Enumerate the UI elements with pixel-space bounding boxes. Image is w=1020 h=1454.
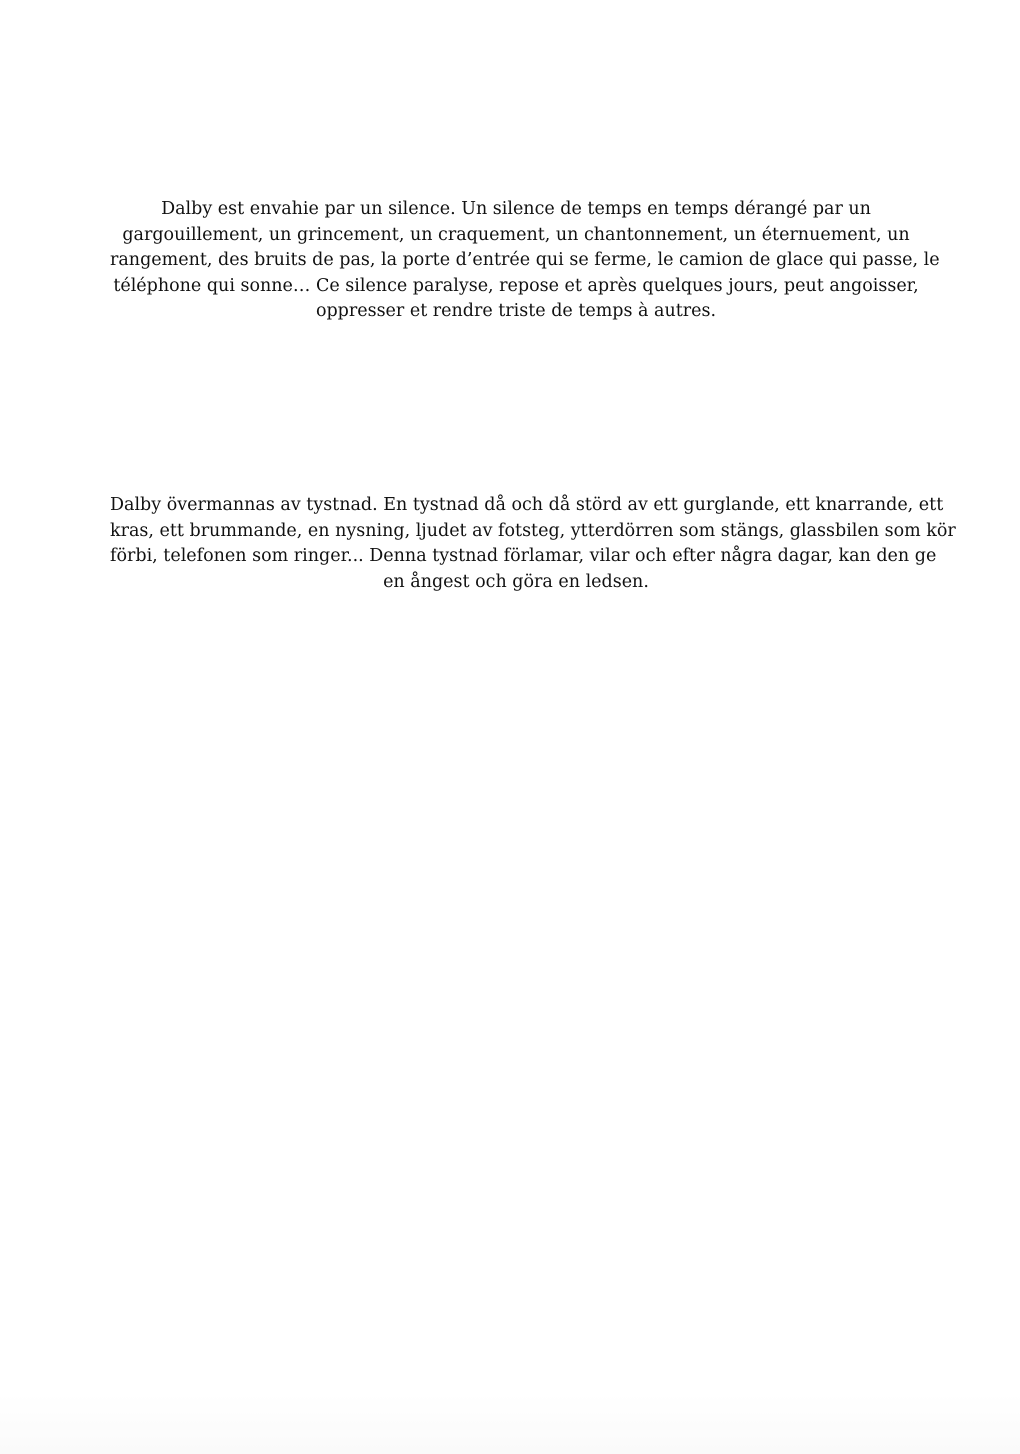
text-line: téléphone qui sonne… Ce silence paralyse, repose et après quelques jours, peut angoisser, [113, 275, 919, 296]
page-bottom-edge [0, 1394, 1020, 1454]
text-line: Dalby est envahie par un silence. Un silence de temps en temps dérangé par un [161, 199, 871, 219]
text-line: gargouillement, un grincement, un craquement, un chantonnement, un éternuement, un [122, 224, 910, 245]
paragraph-french [110, 197, 940, 325]
text-line: Dalby övermannas av tystnad. En tystnad då och då störd av ett gurglande, ett knarrande, ett [110, 495, 944, 515]
paragraph-swedish [110, 493, 956, 595]
text-line: oppresser et rendre triste de temps à autres. [315, 301, 717, 321]
text-line: rangement, des bruits de pas, la porte d’entrée qui se ferme, le camion de glace qui passe, le [110, 250, 940, 270]
text-line: en ångest och göra en ledsen. [383, 571, 649, 592]
text-line: förbi, telefonen som ringer... Denna tystnad förlamar, vilar och efter några dagar, kan den ge [110, 546, 937, 566]
text-line: kras, ett brummande, en nysning, ljudet av fotsteg, ytterdörren som stängs, glassbilen som kör [110, 520, 956, 541]
